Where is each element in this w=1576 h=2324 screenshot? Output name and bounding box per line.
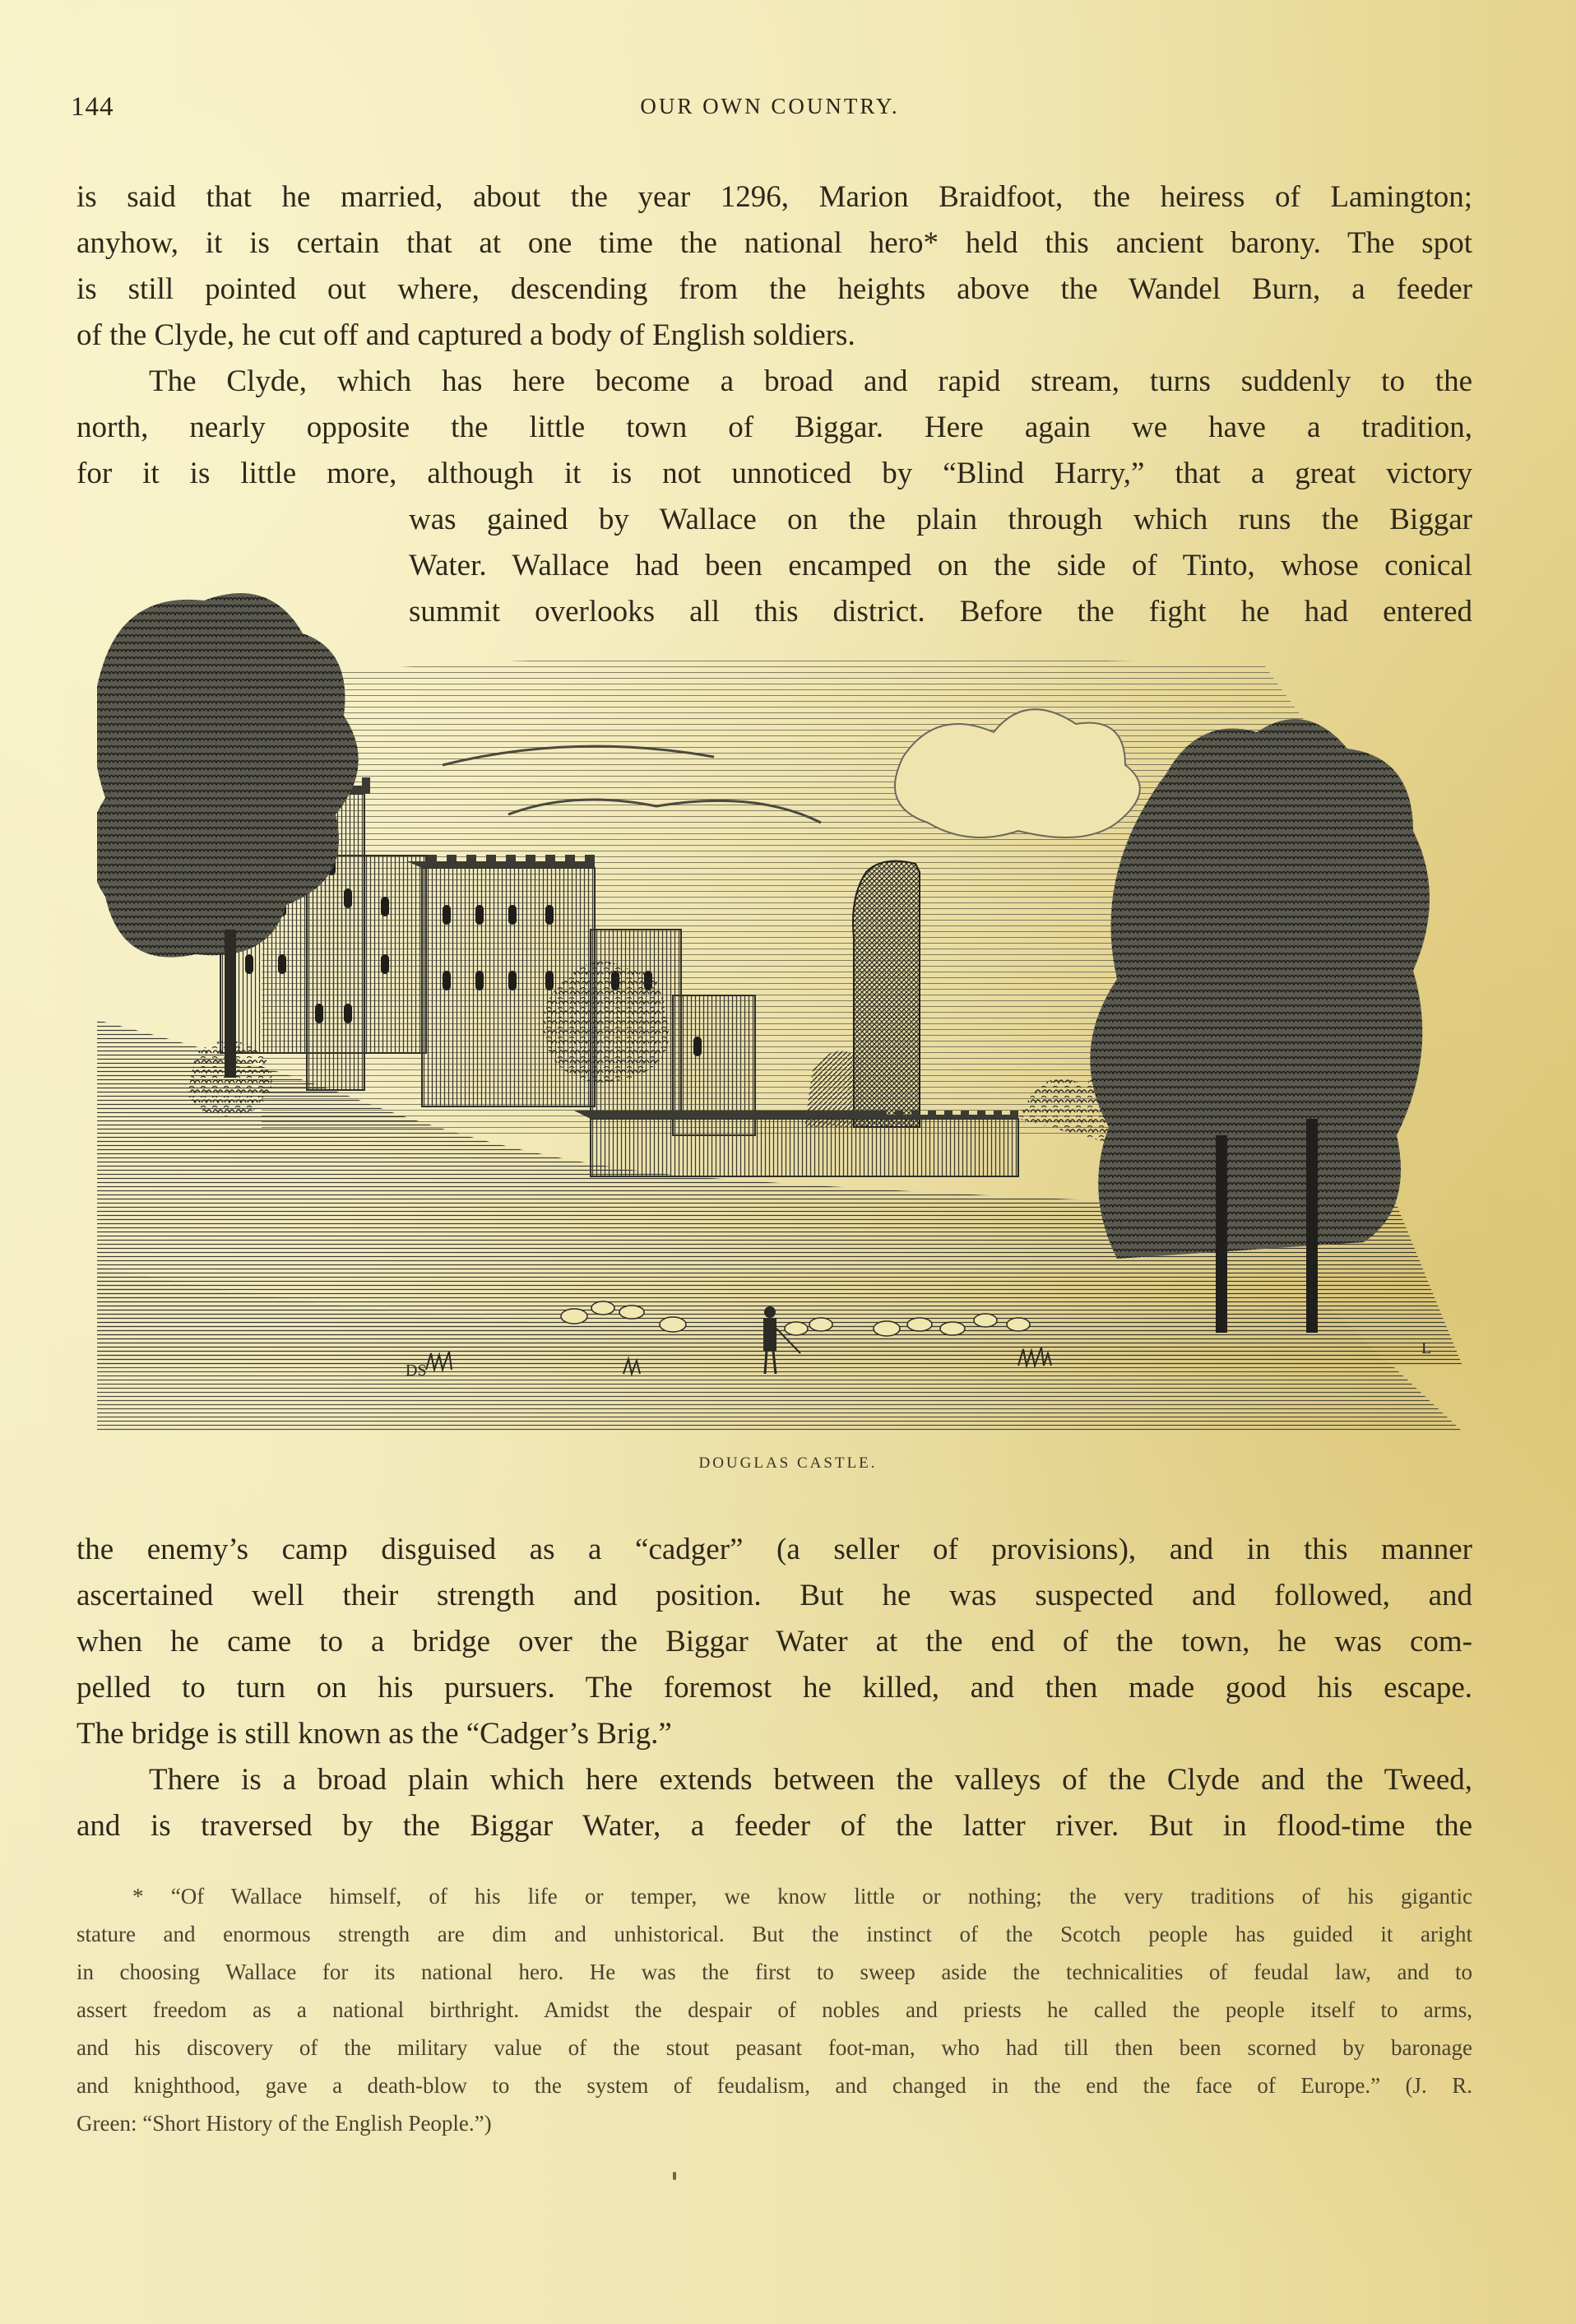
douglas-castle-engraving (97, 543, 1462, 1431)
print-speck (673, 2172, 676, 2180)
text-line: of the Clyde, he cut off and captured a body of English soldiers. (76, 318, 855, 352)
wall-battlements (574, 1111, 1018, 1119)
illustration-caption: DOUGLAS CASTLE. (698, 1454, 878, 1472)
text-line: anyhow, it is certain that at one time the national hero* held this ancient barony. The spot (76, 226, 1472, 260)
footnote-line: and his discovery of the military value of the stout peasant foot-man, who had till then been scorned by baronage (76, 2035, 1472, 2060)
curtain-wall (591, 1119, 1018, 1176)
text-line: for it is little more, although it is not unnoticed by “Blind Harry,” that a great victory (76, 457, 1472, 490)
clyde-paragraph (76, 359, 1472, 497)
text-line: The bridge is still known as the “Cadger’s Brig.” (76, 1717, 672, 1751)
biggar-plain-paragraph (76, 1757, 1472, 1849)
text-line: and is traversed by the Biggar Water, a feeder of the latter river. But in flood-time the (76, 1809, 1472, 1843)
footnote-line: Green: “Short History of the English People.”) (76, 2111, 492, 2136)
engraver-mark-right: L (1421, 1339, 1432, 1357)
text-line: was gained by Wallace on the plain through which runs the Biggar (409, 503, 1472, 536)
text-line: The Clyde, which has here become a broad and rapid stream, turns suddenly to the (149, 364, 1472, 398)
text-line: There is a broad plain which here extends between the valleys of the Clyde and the Tweed, (149, 1763, 1472, 1797)
ruined-keep (853, 861, 920, 1127)
text-line: summit overlooks all this district. Before the fight he had entered (409, 595, 1472, 629)
engraver-mark-left: DS (406, 1361, 427, 1380)
text-line: is still pointed out where, descending from the heights above the Wandel Burn, a feeder (76, 272, 1472, 306)
right-tree-trunk (1216, 1135, 1227, 1333)
footnote-line: and knighthood, gave a death-blow to the system of feudalism, and changed in the end the face of Europe.” (J. R. (76, 2073, 1472, 2098)
text-line: when he came to a bridge over the Biggar Water at the end of the town, he was com- (76, 1625, 1472, 1658)
opening-paragraph (76, 174, 1472, 359)
footnote (76, 1877, 1472, 2142)
text-line: north, nearly opposite the little town of Biggar. Here again we have a tradition, (76, 411, 1472, 444)
page-header (71, 92, 1469, 125)
footnote-line: * “Of Wallace himself, of his life or temper, we know little or nothing; the very traditions of his gigantic (132, 1884, 1472, 1909)
after-image-paragraph (76, 1527, 1472, 1757)
footnote-line: in choosing Wallace for its national hero. He was the first to sweep aside the technicalities of feudal law, and to (76, 1960, 1472, 1984)
running-title: OUR OWN COUNTRY. (640, 94, 900, 118)
text-line: pelled to turn on his pursuers. The foremost he killed, and then made good his escape. (76, 1671, 1472, 1705)
footnote-line: stature and enormous strength are dim and unhistorical. But the instinct of the Scotch people has guided it aright (76, 1922, 1472, 1946)
footnote-line: assert freedom as a national birthright. Amidst the despair of nobles and priests he called the people itself to arms, (76, 1997, 1472, 2022)
right-tree-trunk (1306, 1119, 1318, 1333)
left-shrub (188, 1041, 272, 1116)
text-line: the enemy’s camp disguised as a “cadger” (a seller of provisions), and in this manner (76, 1533, 1472, 1566)
text-line: Water. Wallace had been encamped on the side of Tinto, whose conical (409, 549, 1472, 582)
page-number: 144 (71, 92, 114, 122)
text-line: ascertained well their strength and position. But he was suspected and followed, and (76, 1579, 1472, 1612)
text-line: is said that he married, about the year 1296, Marion Braidfoot, the heiress of Lamington; (76, 180, 1472, 214)
